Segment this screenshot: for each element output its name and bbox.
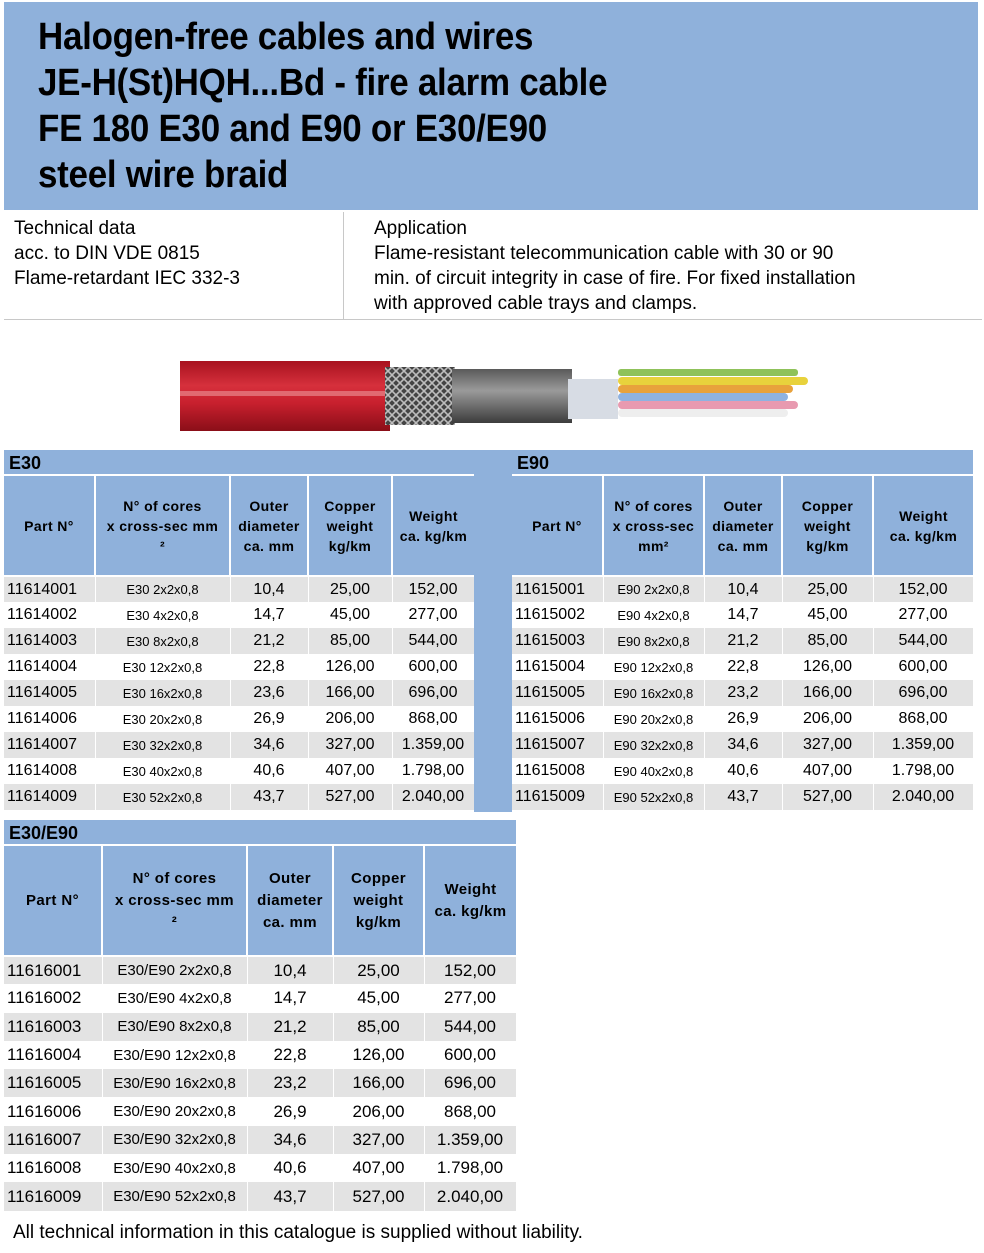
copper-weight: 327,00	[782, 732, 873, 758]
core-spec: E90 20x2x0,8	[603, 706, 704, 732]
table-row	[4, 956, 516, 984]
technical-data	[4, 212, 344, 320]
part-number: 11616005	[4, 1069, 102, 1097]
copper-weight: 25,00	[333, 956, 424, 984]
core-spec: E30 12x2x0,8	[95, 654, 230, 680]
outer-diameter: 22,8	[247, 1041, 333, 1069]
page-title-line-4: steel wire braid	[38, 154, 289, 196]
core-spec: E90 12x2x0,8	[603, 654, 704, 680]
copper-weight: 166,00	[308, 680, 392, 706]
weight: 152,00	[873, 576, 973, 602]
outer-diameter: 26,9	[704, 706, 782, 732]
copper-weight: 45,00	[782, 602, 873, 628]
table-row	[512, 628, 973, 654]
part-number: 11615002	[512, 602, 603, 628]
core-spec: E90 4x2x0,8	[603, 602, 704, 628]
col-part: Part N°	[4, 476, 95, 576]
col-copper: Copper weight kg/km	[333, 846, 424, 956]
table-row	[4, 1126, 516, 1154]
cable-sheath	[452, 369, 572, 423]
core-spec: E30/E90 40x2x0,8	[102, 1154, 247, 1182]
outer-diameter: 21,2	[247, 1013, 333, 1041]
weight: 152,00	[424, 956, 516, 984]
table-row	[4, 1013, 516, 1041]
copper-weight: 25,00	[782, 576, 873, 602]
copper-weight: 327,00	[308, 732, 392, 758]
section-divider	[4, 319, 982, 320]
core-spec: E30 2x2x0,8	[95, 576, 230, 602]
part-number: 11614002	[4, 602, 95, 628]
weight: 277,00	[873, 602, 973, 628]
col-outer: Outer diameter ca. mm	[230, 476, 308, 576]
part-number: 11614003	[4, 628, 95, 654]
outer-diameter: 26,9	[230, 706, 308, 732]
core-spec: E30/E90 52x2x0,8	[102, 1182, 247, 1210]
core-spec: E30 32x2x0,8	[95, 732, 230, 758]
table-e30-e90-label: E30/E90	[4, 820, 516, 846]
weight: 2.040,00	[873, 784, 973, 810]
table-row	[4, 706, 474, 732]
copper-weight: 25,00	[308, 576, 392, 602]
col-cores: N° of cores x cross-sec mm ²	[95, 476, 230, 576]
part-number: 11616008	[4, 1154, 102, 1182]
part-number: 11615006	[512, 706, 603, 732]
table-row	[4, 1182, 516, 1210]
table-row	[512, 602, 973, 628]
weight: 696,00	[424, 1069, 516, 1097]
application-line-3: with approved cable trays and clamps.	[374, 293, 698, 314]
application-line-1: Flame-resistant telecommunication cable with 30 or 90	[374, 243, 834, 264]
copper-weight: 126,00	[308, 654, 392, 680]
part-number: 11614006	[4, 706, 95, 732]
core-spec: E30/E90 2x2x0,8	[102, 956, 247, 984]
table-row	[512, 732, 973, 758]
table-e30-label: E30	[4, 450, 474, 476]
table-e30	[4, 450, 474, 810]
technical-flame: Flame-retardant IEC 332-3	[14, 268, 240, 289]
weight: 2.040,00	[392, 784, 474, 810]
table-row	[512, 680, 973, 706]
table-row	[4, 602, 474, 628]
copper-weight: 206,00	[333, 1097, 424, 1125]
core-spec: E30/E90 32x2x0,8	[102, 1126, 247, 1154]
col-cores: N° of cores x cross-sec mm ²	[102, 846, 247, 956]
col-weight: Weight ca. kg/km	[873, 476, 973, 576]
table-row	[4, 984, 516, 1012]
cable-core-yellow	[618, 377, 808, 385]
core-spec: E30 20x2x0,8	[95, 706, 230, 732]
weight: 1.359,00	[424, 1126, 516, 1154]
weight: 868,00	[392, 706, 474, 732]
outer-diameter: 34,6	[247, 1126, 333, 1154]
weight: 696,00	[392, 680, 474, 706]
core-spec: E30 16x2x0,8	[95, 680, 230, 706]
copper-weight: 85,00	[333, 1013, 424, 1041]
copper-weight: 126,00	[782, 654, 873, 680]
cable-braid	[385, 367, 455, 425]
part-number: 11616006	[4, 1097, 102, 1125]
core-spec: E30 40x2x0,8	[95, 758, 230, 784]
weight: 1.798,00	[873, 758, 973, 784]
table-row	[512, 758, 973, 784]
table-row	[4, 628, 474, 654]
core-spec: E90 2x2x0,8	[603, 576, 704, 602]
outer-diameter: 14,7	[247, 984, 333, 1012]
cable-core-orange	[618, 385, 793, 393]
weight: 1.798,00	[392, 758, 474, 784]
weight: 152,00	[392, 576, 474, 602]
core-spec: E30/E90 16x2x0,8	[102, 1069, 247, 1097]
outer-diameter: 43,7	[230, 784, 308, 810]
outer-diameter: 23,2	[704, 680, 782, 706]
outer-diameter: 34,6	[704, 732, 782, 758]
outer-diameter: 14,7	[704, 602, 782, 628]
col-outer: Outer diameter ca. mm	[704, 476, 782, 576]
cable-jacket-stripe	[180, 391, 390, 396]
cable-image	[180, 355, 810, 435]
weight: 277,00	[392, 602, 474, 628]
outer-diameter: 10,4	[230, 576, 308, 602]
copper-weight: 206,00	[782, 706, 873, 732]
part-number: 11614005	[4, 680, 95, 706]
core-spec: E30 4x2x0,8	[95, 602, 230, 628]
outer-diameter: 21,2	[230, 628, 308, 654]
part-number: 11615001	[512, 576, 603, 602]
cable-core-white	[618, 409, 788, 417]
part-number: 11616009	[4, 1182, 102, 1210]
part-number: 11615004	[512, 654, 603, 680]
part-number: 11616007	[4, 1126, 102, 1154]
outer-diameter: 23,6	[230, 680, 308, 706]
col-part: Part N°	[512, 476, 603, 576]
weight: 544,00	[392, 628, 474, 654]
weight: 1.798,00	[424, 1154, 516, 1182]
outer-diameter: 34,6	[230, 732, 308, 758]
copper-weight: 527,00	[308, 784, 392, 810]
weight: 277,00	[424, 984, 516, 1012]
outer-diameter: 23,2	[247, 1069, 333, 1097]
part-number: 11614008	[4, 758, 95, 784]
disclaimer: All technical information in this catalogue is supplied without liability.	[13, 1222, 583, 1243]
col-cores: N° of cores x cross-sec mm²	[603, 476, 704, 576]
part-number: 11615009	[512, 784, 603, 810]
page-title-line-2: JE-H(St)HQH...Bd - fire alarm cable	[38, 62, 608, 104]
page-title-line-1: Halogen-free cables and wires	[38, 16, 534, 58]
weight: 600,00	[873, 654, 973, 680]
technical-heading: Technical data	[14, 218, 136, 239]
weight: 544,00	[424, 1013, 516, 1041]
outer-diameter: 40,6	[230, 758, 308, 784]
weight: 868,00	[424, 1097, 516, 1125]
col-weight: Weight ca. kg/km	[392, 476, 474, 576]
core-spec: E30/E90 12x2x0,8	[102, 1041, 247, 1069]
copper-weight: 166,00	[782, 680, 873, 706]
part-number: 11616004	[4, 1041, 102, 1069]
part-number: 11616002	[4, 984, 102, 1012]
table-row	[512, 654, 973, 680]
copper-weight: 407,00	[308, 758, 392, 784]
weight: 600,00	[392, 654, 474, 680]
table-row	[4, 732, 474, 758]
table-row	[512, 784, 973, 810]
core-spec: E90 8x2x0,8	[603, 628, 704, 654]
core-spec: E90 32x2x0,8	[603, 732, 704, 758]
cable-core-pink	[618, 401, 798, 409]
copper-weight: 327,00	[333, 1126, 424, 1154]
col-part: Part N°	[4, 846, 102, 956]
outer-diameter: 43,7	[247, 1182, 333, 1210]
core-spec: E30 8x2x0,8	[95, 628, 230, 654]
application-line-2: min. of circuit integrity in case of fire. For fixed installation	[374, 268, 856, 289]
core-spec: E30/E90 20x2x0,8	[102, 1097, 247, 1125]
col-outer: Outer diameter ca. mm	[247, 846, 333, 956]
copper-weight: 126,00	[333, 1041, 424, 1069]
page-title-line-3: FE 180 E30 and E90 or E30/E90	[38, 108, 547, 150]
outer-diameter: 10,4	[247, 956, 333, 984]
weight: 544,00	[873, 628, 973, 654]
table-row	[4, 784, 474, 810]
cable-foil	[568, 379, 618, 419]
outer-diameter: 22,8	[230, 654, 308, 680]
copper-weight: 45,00	[333, 984, 424, 1012]
copper-weight: 85,00	[308, 628, 392, 654]
table-row	[4, 1069, 516, 1097]
outer-diameter: 26,9	[247, 1097, 333, 1125]
table-row	[4, 680, 474, 706]
weight: 600,00	[424, 1041, 516, 1069]
table-row	[512, 576, 973, 602]
table-e90-label: E90	[512, 450, 973, 476]
weight: 868,00	[873, 706, 973, 732]
core-spec: E90 52x2x0,8	[603, 784, 704, 810]
application	[344, 212, 984, 320]
copper-weight: 85,00	[782, 628, 873, 654]
part-number: 11615003	[512, 628, 603, 654]
outer-diameter: 10,4	[704, 576, 782, 602]
part-number: 11616001	[4, 956, 102, 984]
copper-weight: 407,00	[333, 1154, 424, 1182]
table-row	[4, 654, 474, 680]
outer-diameter: 43,7	[704, 784, 782, 810]
core-spec: E30/E90 8x2x0,8	[102, 1013, 247, 1041]
part-number: 11614007	[4, 732, 95, 758]
copper-weight: 407,00	[782, 758, 873, 784]
copper-weight: 206,00	[308, 706, 392, 732]
col-copper: Copper weight kg/km	[782, 476, 873, 576]
core-spec: E90 40x2x0,8	[603, 758, 704, 784]
table-row	[512, 706, 973, 732]
part-number: 11614004	[4, 654, 95, 680]
table-row	[4, 576, 474, 602]
part-number: 11615007	[512, 732, 603, 758]
table-row	[4, 758, 474, 784]
table-divider	[474, 450, 512, 812]
title-band	[4, 2, 978, 210]
application-heading: Application	[374, 218, 467, 239]
part-number: 11616003	[4, 1013, 102, 1041]
core-spec: E30 52x2x0,8	[95, 784, 230, 810]
weight: 1.359,00	[392, 732, 474, 758]
technical-standard: acc. to DIN VDE 0815	[14, 243, 200, 264]
table-row	[4, 1097, 516, 1125]
part-number: 11615008	[512, 758, 603, 784]
part-number: 11614001	[4, 576, 95, 602]
table-row	[4, 1154, 516, 1182]
part-number: 11614009	[4, 784, 95, 810]
copper-weight: 527,00	[333, 1182, 424, 1210]
table-e30-e90	[4, 820, 516, 1211]
weight: 696,00	[873, 680, 973, 706]
copper-weight: 527,00	[782, 784, 873, 810]
cable-core-green	[618, 369, 798, 376]
weight: 2.040,00	[424, 1182, 516, 1210]
core-spec: E90 16x2x0,8	[603, 680, 704, 706]
table-row	[4, 1041, 516, 1069]
col-weight: Weight ca. kg/km	[424, 846, 516, 956]
outer-diameter: 22,8	[704, 654, 782, 680]
copper-weight: 45,00	[308, 602, 392, 628]
outer-diameter: 40,6	[704, 758, 782, 784]
outer-diameter: 40,6	[247, 1154, 333, 1182]
col-copper: Copper weight kg/km	[308, 476, 392, 576]
outer-diameter: 21,2	[704, 628, 782, 654]
core-spec: E30/E90 4x2x0,8	[102, 984, 247, 1012]
table-e90	[512, 450, 973, 810]
cable-core-blue	[618, 393, 788, 401]
part-number: 11615005	[512, 680, 603, 706]
outer-diameter: 14,7	[230, 602, 308, 628]
weight: 1.359,00	[873, 732, 973, 758]
copper-weight: 166,00	[333, 1069, 424, 1097]
